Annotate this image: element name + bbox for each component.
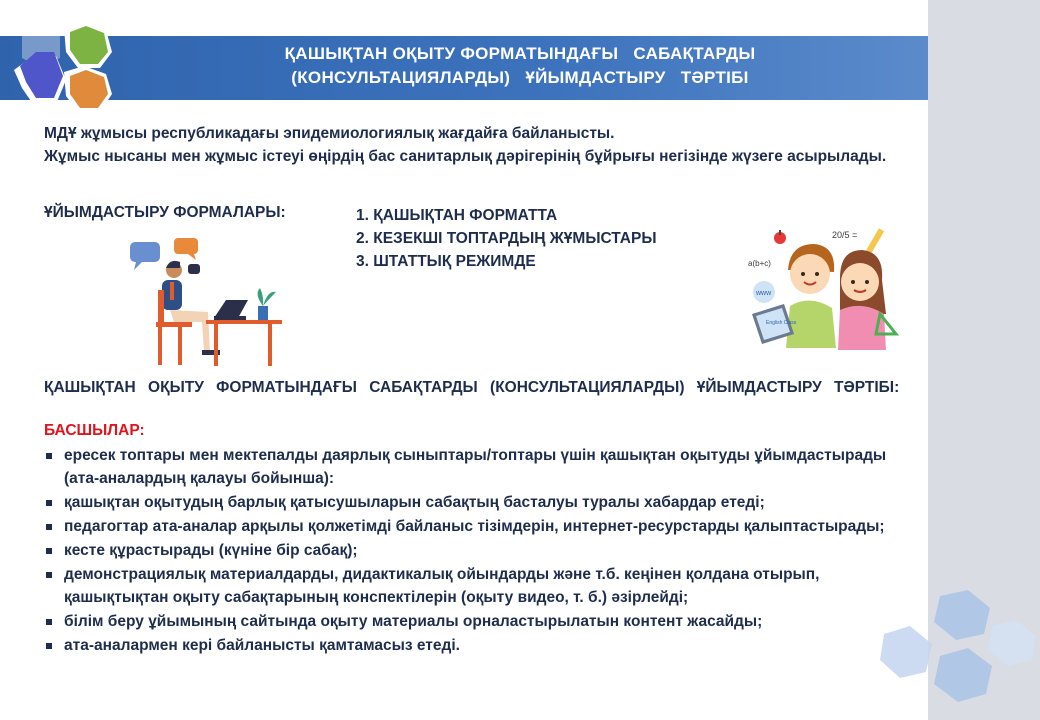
page-title <box>120 42 920 90</box>
list-item <box>44 634 924 657</box>
list-item <box>44 515 924 538</box>
forms-item: 3. ШТАТТЫҚ РЕЖИМДЕ <box>356 253 536 270</box>
bullet-square-icon <box>46 500 52 506</box>
forms-item: 1. ҚАШЫҚТАН ФОРМАТТА <box>356 207 558 224</box>
bullet-square-icon <box>46 643 52 649</box>
list-item <box>44 444 924 490</box>
score-text: 20/5 = <box>832 230 858 240</box>
list-item-text: білім беру ұйымының сайтында оқыту материалы орналастырылатын контент жасайды; <box>64 613 763 630</box>
list-item-text: ата-аналармен кері байланысты қамтамасыз етеді. <box>64 637 460 654</box>
hexagon-logo-icon <box>8 20 128 116</box>
list-item <box>44 491 924 514</box>
list-item <box>44 539 924 562</box>
list-item <box>44 610 924 633</box>
list-item-text: демонстрациялық материалдарды, дидактикалық ойындарды және т.б. кеңінен қолдана отырып, қашықтықтан оқыту сабақтарының конспектілерін (оқыту видео, т. б.) әзірлейді; <box>64 566 820 606</box>
bullet-square-icon <box>46 619 52 625</box>
forms-list <box>356 204 657 273</box>
bullet-square-icon <box>46 548 52 554</box>
forms-label: ҰЙЫМДАСТЫРУ ФОРМАЛАРЫ: <box>44 204 286 221</box>
leaders-label: БАСШЫЛАР: <box>44 422 145 439</box>
list-item <box>44 563 924 609</box>
page-title-line-2: (КОНСУЛЬТАЦИЯЛАРДЫ) ҰЙЫМДАСТЫРУ ТӘРТІБІ <box>291 68 749 87</box>
bullet-square-icon <box>46 572 52 578</box>
person-at-laptop-illustration <box>118 232 286 370</box>
list-item-text: кесте құрастырады (күніне бір сабақ); <box>64 542 358 559</box>
intro-line-2: Жұмыс нысаны мен жұмыс істеуі өңірдің бас санитарлық дәрігерінің бұйрығы негізінде жүзеге асырылады. <box>44 148 887 165</box>
section-heading: ҚАШЫҚТАН ОҚЫТУ ФОРМАТЫНДАҒЫ САБАҚТАРДЫ (КОНСУЛЬТАЦИЯЛАРДЫ) ҰЙЫМДАСТЫРУ ТӘРТІБІ: <box>44 379 900 396</box>
leaders-bullet-list <box>44 444 924 658</box>
www-text: www <box>756 290 772 297</box>
list-item-text: ересек топтары мен мектепалды даярлық сыныптары/топтары үшін қашықтан оқытуды ұйымдастырады (ата-аналардың қалауы бойынша): <box>64 447 887 487</box>
decorative-hexagons-icon <box>880 586 1040 720</box>
intro-line-1: МДҰ жұмысы республикадағы эпидемиологиялық жағдайға байланысты. <box>44 125 615 142</box>
list-item-text: педагогтар ата-аналар арқылы қолжетімді байланыс тізімдерін, интернет-ресурстарды қалыптастырады; <box>64 518 885 535</box>
screen-text: English Class <box>766 320 797 326</box>
forms-item: 2. КЕЗЕКШІ ТОПТАРДЫҢ ЖҰМЫСТАРЫ <box>356 230 657 247</box>
bullet-square-icon <box>46 524 52 530</box>
page-title-line-1: ҚАШЫҚТАН ОҚЫТУ ФОРМАТЫНДАҒЫ САБАҚТАРДЫ <box>284 44 756 63</box>
children-studying-illustration <box>740 222 900 356</box>
formula-text: a(b+c) <box>748 259 771 268</box>
bullet-square-icon <box>46 453 52 459</box>
intro-text <box>44 122 924 168</box>
list-item-text: қашықтан оқытудың барлық қатысушыларын сабақтың басталуы туралы хабардар етеді; <box>64 494 765 511</box>
